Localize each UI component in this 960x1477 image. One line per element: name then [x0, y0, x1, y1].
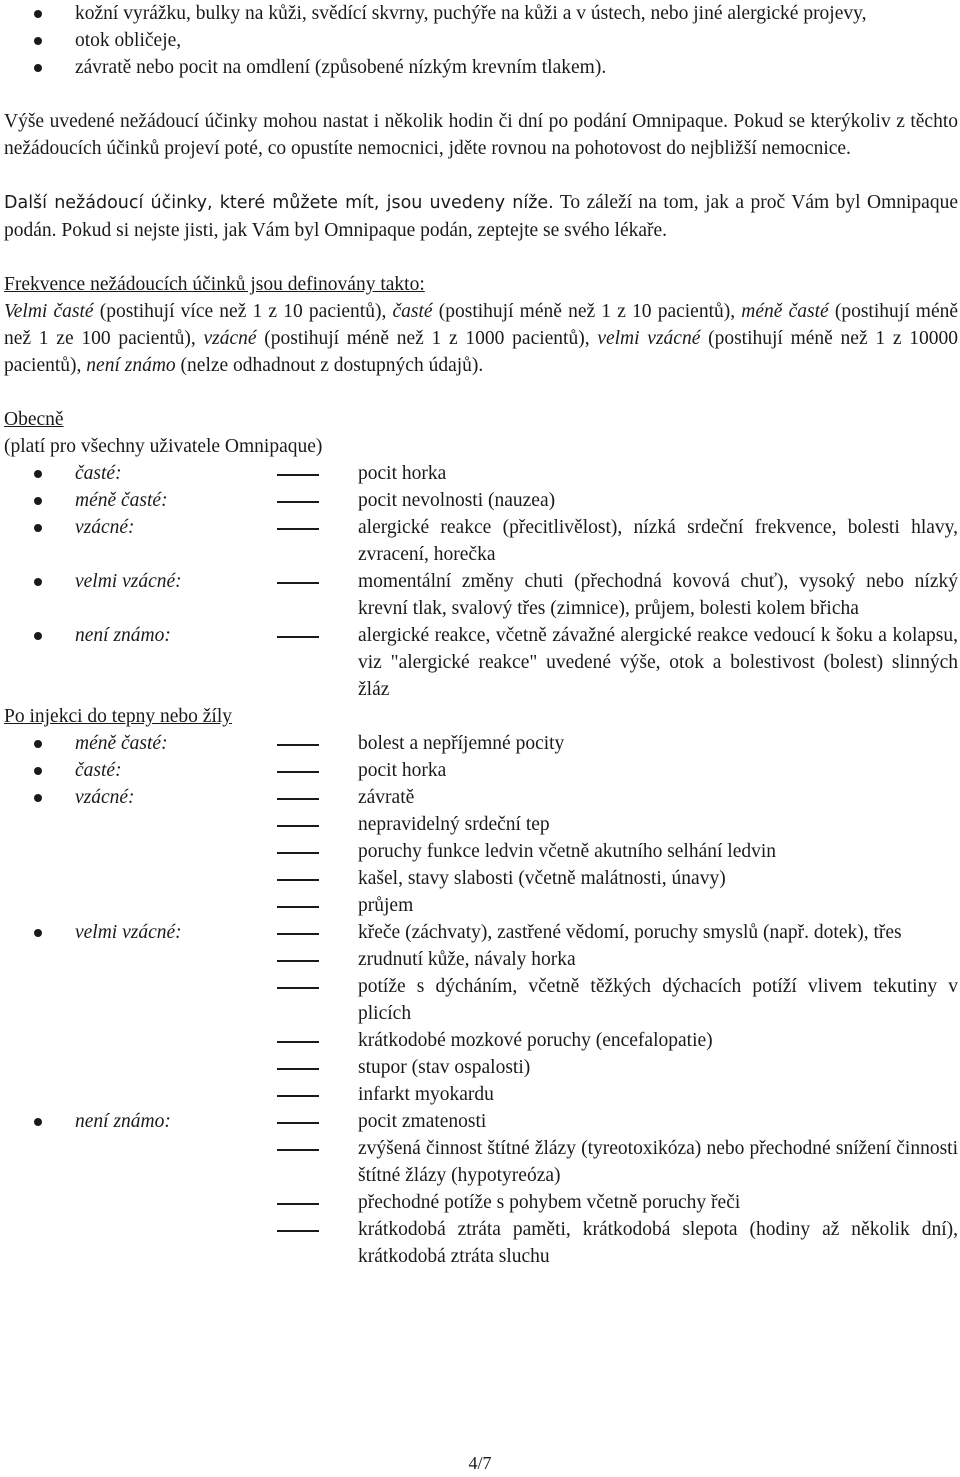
paragraph-other-effects — [4, 189, 958, 244]
effect-description: stupor (stav ospalosti) — [358, 1057, 531, 1078]
list-item — [4, 54, 958, 81]
frequency-term — [75, 1054, 277, 1081]
effect-row — [4, 1054, 958, 1081]
effect-row — [4, 784, 958, 811]
row-lead — [4, 1135, 75, 1189]
frequency-term: časté: — [75, 760, 122, 781]
list-item — [4, 27, 958, 54]
bullet-icon — [34, 929, 42, 937]
frequency-term — [75, 838, 277, 865]
frequency-term: vzácné: — [75, 787, 135, 808]
freq-term: velmi vzácné — [597, 328, 701, 349]
dash-icon — [277, 460, 358, 487]
frequency-term — [75, 892, 277, 919]
freq-term: vzácné — [203, 328, 257, 349]
list-item — [4, 0, 958, 27]
bullet-icon — [34, 524, 42, 532]
effect-description: momentální změny chuti (přechodná kovová chuť), vysoký nebo nízký krevní tlak, svalový třes (zimnice), průjem, bolesti kolem břicha — [358, 571, 958, 619]
effect-row — [4, 1081, 958, 1108]
bullet-icon — [34, 64, 42, 72]
paragraph-other-effects-rest: To záleží na tom, jak a proč Vám byl Omnipaque podán. Pokud si nejste jisti, jak Vám byl Omnipaque podán, zeptejte se svého lékaře. — [4, 192, 958, 241]
bullet-icon — [34, 578, 42, 586]
section-heading: Po injekci do tepny nebo žíly — [4, 706, 233, 727]
effect-description: závratě — [358, 787, 415, 808]
frequency-term — [75, 1135, 277, 1189]
paragraph-other-effects-lead: Další nežádoucí účinky, které můžete mít, jsou uvedeny níže. — [4, 193, 554, 213]
frequency-term — [75, 1027, 277, 1054]
effect-description: potíže s dýcháním, včetně těžkých dýchacích potíží vlivem tekutiny v plicích — [358, 976, 958, 1024]
row-lead — [4, 811, 75, 838]
dash-icon — [277, 1081, 358, 1108]
effect-row — [4, 1027, 958, 1054]
frequency-term: méně časté: — [75, 490, 168, 511]
dash-icon — [277, 487, 358, 514]
effect-description: alergické reakce (přecitlivělost), nízká srdeční frekvence, bolesti hlavy, zvracení, horečka — [358, 517, 958, 565]
effect-description: pocit horka — [358, 760, 447, 781]
frequency-term — [75, 973, 277, 1027]
effect-row — [4, 973, 958, 1027]
effects-table — [4, 460, 958, 703]
row-lead — [4, 838, 75, 865]
effect-description: zrudnutí kůže, návaly horka — [358, 949, 576, 970]
row-lead — [4, 892, 75, 919]
dash-icon — [277, 946, 358, 973]
effect-row — [4, 757, 958, 784]
row-lead — [4, 946, 75, 973]
dash-icon — [277, 514, 358, 568]
section-heading: Obecně — [4, 409, 64, 430]
freq-desc: (nelze odhadnout z dostupných údajů). — [175, 355, 484, 376]
dash-icon — [277, 973, 358, 1027]
row-lead — [4, 514, 75, 568]
document-page — [4, 0, 958, 1270]
row-lead — [4, 730, 75, 757]
row-lead — [4, 757, 75, 784]
bullet-icon — [34, 497, 42, 505]
frequency-heading: Frekvence nežádoucích účinků jsou definovány takto: — [4, 274, 425, 295]
effect-row — [4, 487, 958, 514]
effect-row — [4, 946, 958, 973]
effect-row — [4, 730, 958, 757]
effect-row — [4, 460, 958, 487]
row-lead — [4, 973, 75, 1027]
effect-description: kašel, stavy slabosti (včetně malátnosti, únavy) — [358, 868, 726, 889]
intro-bullet-list — [4, 0, 958, 81]
effect-row — [4, 811, 958, 838]
effect-description: přechodné potíže s pohybem včetně poruchy řeči — [358, 1192, 741, 1213]
freq-term: Velmi časté — [4, 301, 94, 322]
frequency-term: velmi vzácné: — [75, 922, 182, 943]
effect-row — [4, 1108, 958, 1135]
row-lead — [4, 568, 75, 622]
dash-icon — [277, 757, 358, 784]
frequency-term: velmi vzácné: — [75, 571, 182, 592]
row-lead — [4, 1054, 75, 1081]
bullet-icon — [34, 470, 42, 478]
dash-icon — [277, 865, 358, 892]
effect-description: pocit zmatenosti — [358, 1111, 487, 1132]
effect-description: zvýšená činnost štítné žlázy (tyreotoxikóza) nebo přechodné snížení činnosti štítné žlázy (hypotyreóza) — [358, 1138, 958, 1186]
effect-row — [4, 1216, 958, 1270]
dash-icon — [277, 1027, 358, 1054]
effect-description: pocit horka — [358, 463, 447, 484]
effect-description: bolest a nepříjemné pocity — [358, 733, 565, 754]
row-lead — [4, 460, 75, 487]
row-lead — [4, 784, 75, 811]
frequency-term — [75, 1189, 277, 1216]
dash-icon — [277, 1108, 358, 1135]
section-injection — [4, 703, 958, 1270]
freq-desc: (postihují méně než 1 z 10 pacientů), — [432, 301, 742, 322]
dash-icon — [277, 811, 358, 838]
effect-row — [4, 514, 958, 568]
dash-icon — [277, 622, 358, 703]
effect-description: poruchy funkce ledvin včetně akutního selhání ledvin — [358, 841, 777, 862]
dash-icon — [277, 1135, 358, 1189]
effect-description: křeče (záchvaty), zastřené vědomí, poruchy smyslů (např. dotek), třes — [358, 922, 902, 943]
effect-row — [4, 568, 958, 622]
row-lead — [4, 1081, 75, 1108]
frequency-term — [75, 1216, 277, 1270]
frequency-term: méně časté: — [75, 733, 168, 754]
freq-desc: (postihují méně než 1 z 10000 pacientů), — [4, 328, 958, 376]
dash-icon — [277, 568, 358, 622]
effect-row — [4, 1189, 958, 1216]
frequency-term: vzácné: — [75, 517, 135, 538]
effect-row — [4, 892, 958, 919]
frequency-text — [4, 298, 958, 379]
bullet-icon — [34, 740, 42, 748]
effect-description: krátkodobá ztráta paměti, krátkodobá slepota (hodiny až několik dní), krátkodobá ztráta sluchu — [358, 1219, 958, 1267]
row-lead — [4, 919, 75, 946]
row-lead — [4, 622, 75, 703]
freq-desc: (postihují méně než 1 z 1000 pacientů), — [256, 328, 598, 349]
bullet-icon — [34, 10, 42, 18]
frequency-term — [75, 1081, 277, 1108]
effects-table — [4, 730, 958, 1270]
frequency-term: není známo: — [75, 1111, 171, 1132]
row-lead — [4, 1108, 75, 1135]
freq-term: méně časté — [741, 301, 829, 322]
bullet-icon — [34, 794, 42, 802]
row-lead — [4, 865, 75, 892]
freq-term: není známo — [86, 355, 176, 376]
dash-icon — [277, 1189, 358, 1216]
paragraph-delayed-effects: Výše uvedené nežádoucí účinky mohou nastat i několik hodin či dní po podání Omnipaque. Pokud se kterýkoliv z těchto nežádoucích účinků projeví poté, co opustíte nemocnici, jděte rovnou na pohotovost do nejbližší nemocnice. — [4, 111, 958, 159]
frequency-term — [75, 946, 277, 973]
row-lead — [4, 1189, 75, 1216]
dash-icon — [277, 784, 358, 811]
frequency-term: není známo: — [75, 625, 171, 646]
row-lead — [4, 487, 75, 514]
effect-description: infarkt myokardu — [358, 1084, 494, 1105]
dash-icon — [277, 730, 358, 757]
effect-row — [4, 622, 958, 703]
frequency-term — [75, 811, 277, 838]
frequency-term — [75, 865, 277, 892]
section-general — [4, 406, 958, 703]
list-item-text: závratě nebo pocit na omdlení (způsobené nízkým krevním tlakem). — [75, 57, 607, 78]
list-item-text: otok obličeje, — [75, 30, 182, 51]
row-lead — [4, 1027, 75, 1054]
bullet-icon — [34, 37, 42, 45]
effect-description: průjem — [358, 895, 414, 916]
bullet-icon — [34, 632, 42, 640]
effect-row — [4, 838, 958, 865]
dash-icon — [277, 919, 358, 946]
effect-description: nepravidelný srdeční tep — [358, 814, 550, 835]
effect-description: krátkodobé mozkové poruchy (encefalopatie) — [358, 1030, 713, 1051]
dash-icon — [277, 892, 358, 919]
effect-description: pocit nevolnosti (nauzea) — [358, 490, 556, 511]
dash-icon — [277, 1216, 358, 1270]
freq-desc: (postihují méně než 1 ze 100 pacientů), — [4, 301, 959, 349]
section-subheading: (platí pro všechny uživatele Omnipaque) — [4, 436, 323, 457]
dash-icon — [277, 1054, 358, 1081]
dash-icon — [277, 838, 358, 865]
effect-row — [4, 919, 958, 946]
freq-term: časté — [392, 301, 433, 322]
effect-description: alergické reakce, včetně závažné alergické reakce vedoucí k šoku a kolapsu, viz "alergické reakce" uvedené výše, otok a bolestivost (bolest) slinných žláz — [358, 625, 958, 700]
freq-desc: (postihují více než 1 z 10 pacientů), — [93, 301, 393, 322]
bullet-icon — [34, 767, 42, 775]
effect-row — [4, 1135, 958, 1189]
bullet-icon — [34, 1118, 42, 1126]
list-item-text: kožní vyrážku, bulky na kůži, svědící skvrny, puchýře na kůži a v ústech, nebo jiné alergické projevy, — [75, 3, 867, 24]
frequency-definition — [4, 271, 958, 379]
effect-row — [4, 865, 958, 892]
page-number: 4/7 — [468, 1453, 492, 1473]
frequency-term: časté: — [75, 463, 122, 484]
row-lead — [4, 1216, 75, 1270]
